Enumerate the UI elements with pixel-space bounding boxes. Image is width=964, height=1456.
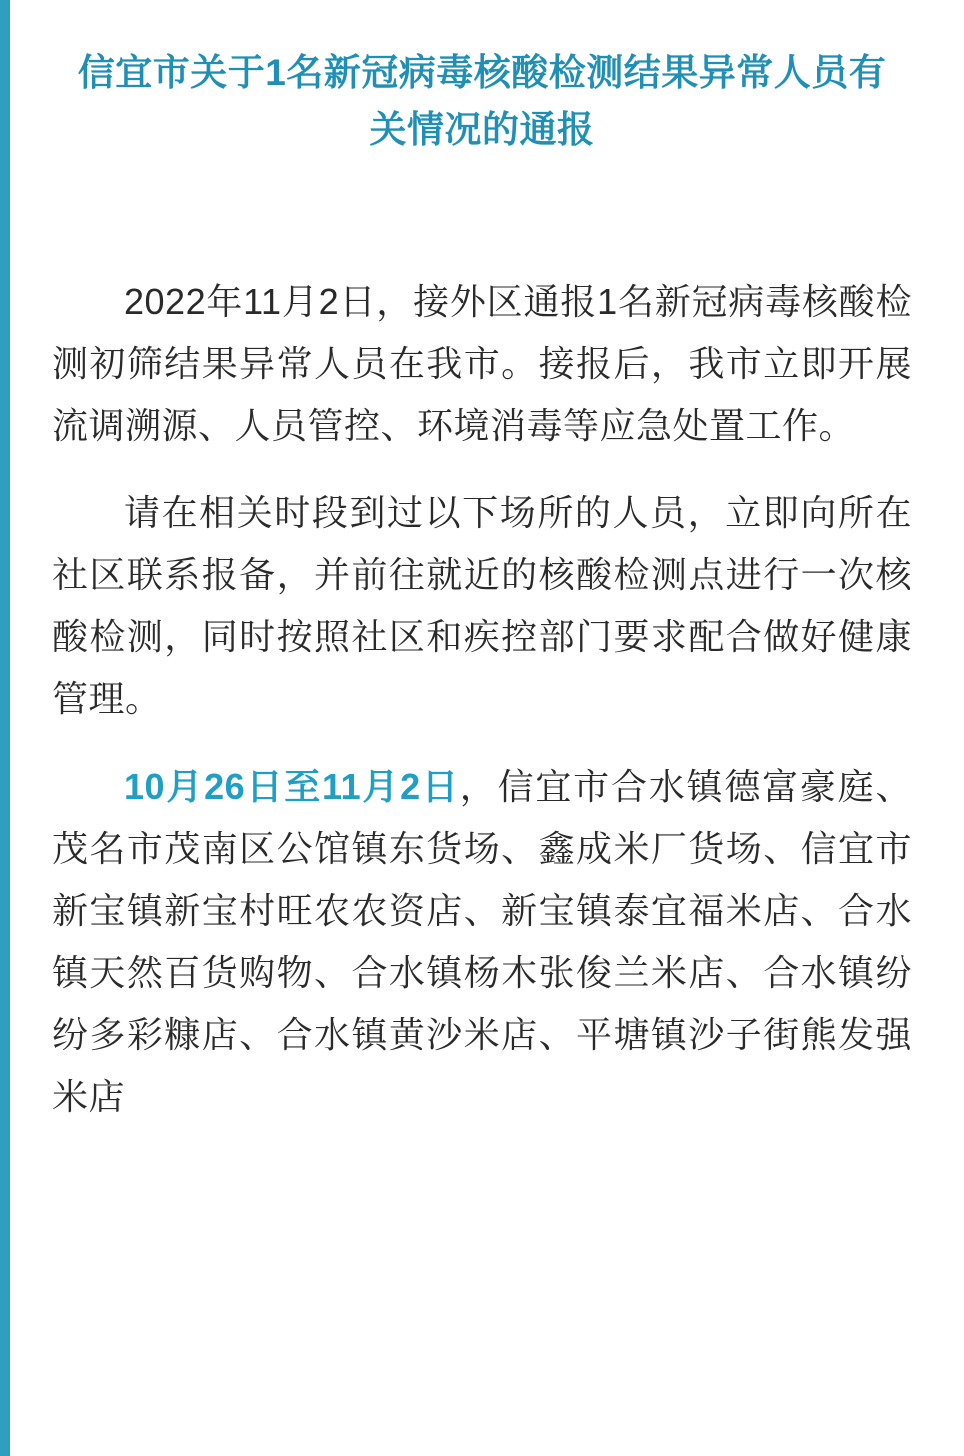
paragraph-notification: 2022年11月2日，接外区通报1名新冠病毒核酸检测初筛结果异常人员在我市。接报后，我市立即开展流调溯源、人员管控、环境消毒等应急处置工作。 [52, 280, 912, 446]
date-range-highlight: 10月26日至11月2日 [124, 766, 460, 808]
date-range-separator: ， [459, 766, 498, 808]
document-body [48, 271, 916, 1128]
page-title: 信宜市关于1名新冠病毒核酸检测结果异常人员有关情况的通报 [77, 52, 887, 151]
places-list-text: 信宜市合水镇德富豪庭、茂名市茂南区公馆镇东货场、鑫成米厂货场、信宜市新宝镇新宝村旺农农资店、新宝镇泰宜福米店、合水镇天然百货购物、合水镇杨木张俊兰米店、合水镇纷纷多彩糠店、合水镇黄沙米店、平塘镇沙子街熊发强米店 [52, 766, 912, 1117]
paragraph-places [52, 756, 912, 1127]
left-accent-bar [0, 0, 10, 1456]
paragraph-instructions: 请在相关时段到过以下场所的人员，立即向所在社区联系报备，并前往就近的核酸检测点进行一次核酸检测，同时按照社区和疾控部门要求配合做好健康管理。 [52, 492, 912, 720]
